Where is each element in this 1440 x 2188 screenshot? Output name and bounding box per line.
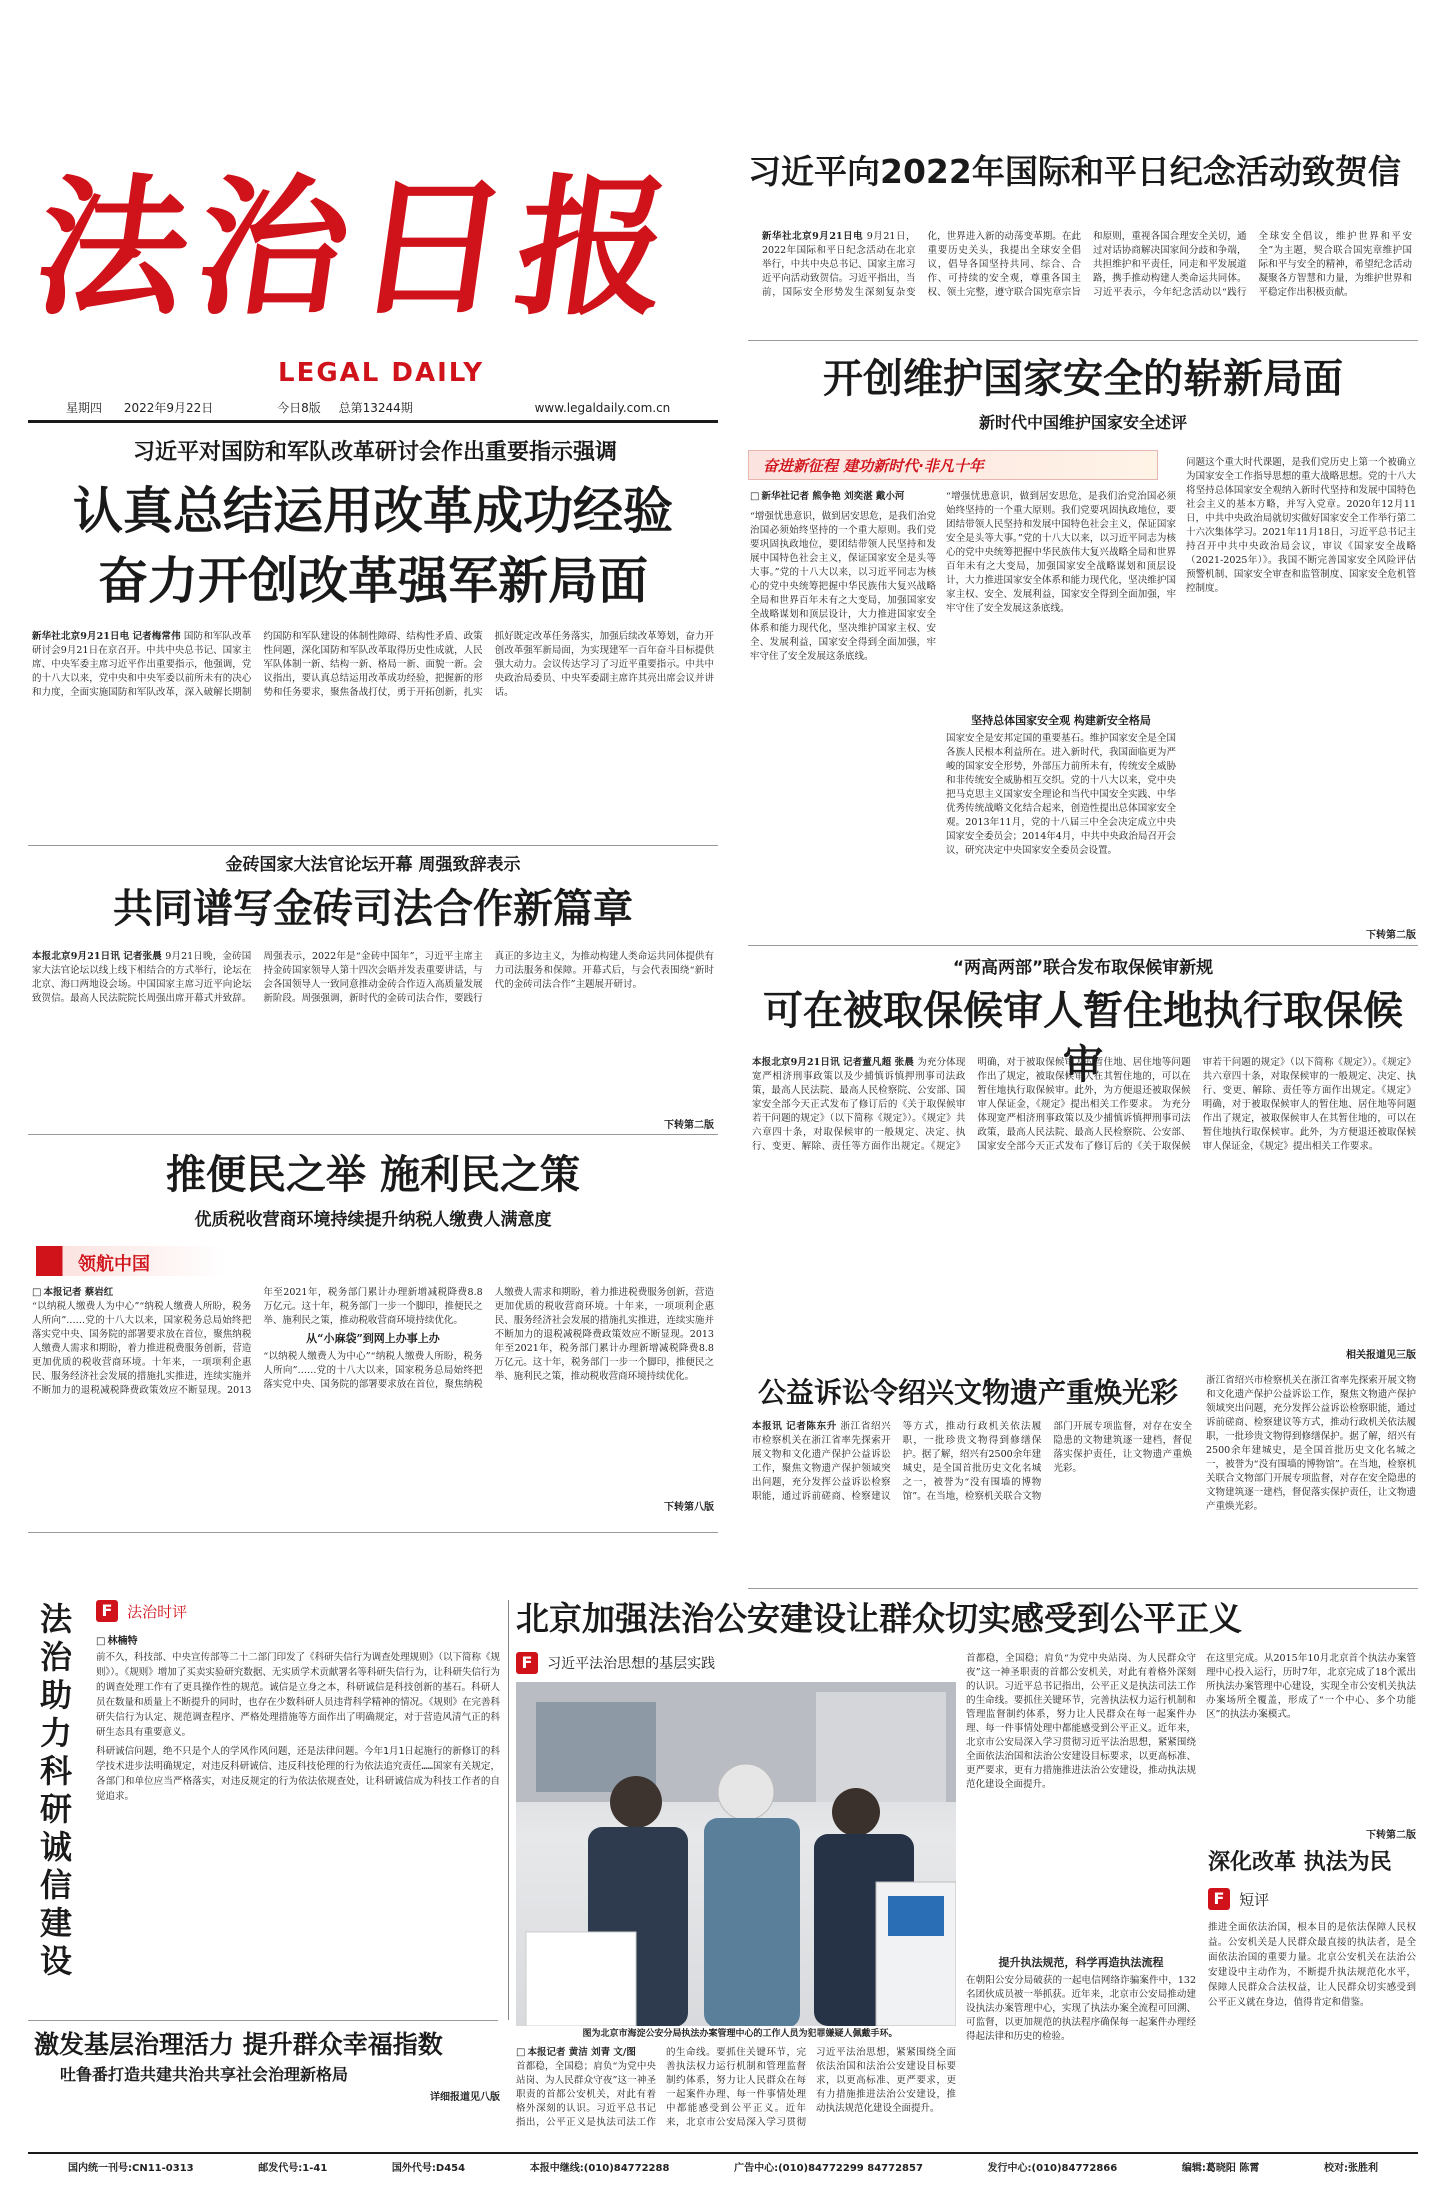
rule-turpan bbox=[28, 2020, 498, 2021]
page-count: 今日8版 bbox=[277, 401, 321, 415]
officers-photo-illustration bbox=[516, 1682, 956, 2026]
banner-text: 奋进新征程 建功新时代·非凡十年 bbox=[763, 457, 984, 475]
commentary-body: 前不久，科技部、中央宣传部等二十二部门印发了《科研失信行为调查处理规则》（以下简称《规则》）。《规则》增加了买卖实验研究数据、无实质学术贡献署名等科研失信行为，让科研失信行为的调查处理工作有了更具操作性的规范。诚信是立身之本，科研诚信是科技创新的基石。科研人员在数量和质量上不断提升的同时，也存在少数科研人员违背科学精神的情况。《规则》在完善科研失信行为认定、规范调查程序、严格处理措施等方面作出了明确规定，对于营造风清气正的科研生态具有重要意义。 科研诚信问题，绝不只是个人的学风作风问题，还是法律问题。今年1月1日起施行的新修订的科学技术进步法明确规定，对违反科研诚信、违反科技伦理的行为依法追究责任……国家有关规定，各部门和单位应当严格落实，对违反规定的行为依法依规查处，让科研诚信成为科技工作者的自觉追求。 bbox=[96, 1652, 500, 1802]
bail-headline: 可在被取保候审人暂住地执行取保候审 bbox=[763, 987, 1403, 1088]
rule-middle bbox=[28, 1532, 718, 1533]
masthead-title: 法治日报 bbox=[25, 160, 691, 336]
security-jump[interactable]: 下转第二版 bbox=[1366, 930, 1416, 941]
military-headline-1: 认真总结运用改革成功经验 bbox=[73, 482, 673, 540]
masthead-dateline bbox=[30, 398, 710, 418]
rule-court bbox=[28, 1134, 718, 1135]
rule-middle-right bbox=[748, 1588, 1418, 1589]
footer-abroad: 国外代号:D454 bbox=[391, 2163, 466, 2174]
square-bullet-icon: □ bbox=[96, 1636, 106, 1647]
divider-commentary bbox=[508, 1600, 509, 2020]
fazhi-logo-icon: F bbox=[96, 1600, 118, 1622]
tax-body: □ 本报记者 蔡岩红 “以纳税人缴费人为中心”“纳税人缴费人所盼，税务人所向”……党的十八大以来，国家税务总局始终把落实党中央、国务院的部署要求放在首位，聚焦纳税人缴费人需求和期盼，着力推进税费服务创新，营造更加优质的税收营商环境。十年来，一项项利企惠民、服务经济社会发展的措施扎实推进，连续实施并不断加力的退税减税降费政策效应不断显现。2013年至2021年，税务部门累计办理新增减税降费8.8万亿元。这十年，税务部门一步一个脚印，推便民之举、施利民之策，推动税收营商环境持续优化。 从“小麻袋”到网上办事上办 “以纳税人缴费人为中心”“纳税人缴费人所盼，税务人所向”……党的十八大以来，国家税务总局始终把落实党中央、国务院的部署要求放在首位，聚焦纳税人缴费人需求和期盼，着力推进税费服务创新，营造更加优质的税收营商环境。十年来，一项项利企惠民、服务经济社会发展的措施扎实推进，连续实施并不断加力的退税减税降费政策效应不断显现。2013年至2021年，税务部门累计办理新增减税降费8.8万亿元。这十年，税务部门一步一个脚印，推便民之举、施利民之策，推动税收营商环境持续优化。 bbox=[32, 1287, 714, 1396]
court-body: 本报北京9月21日讯 记者张晨 9月21日晚，金砖国家大法官论坛以线上线下相结合的方式举行，论坛在北京、海口两地设会场。中国国家主席习近平向论坛致贺信。最高人民法院院长周强出席开幕式并致辞。周强表示，2022年是“金砖中国年”，习近平主席主持金砖国家领导人第十四次会晤并发表重要讲话，与会各国领导人一致同意推动金砖合作迈入高质量发展新阶段。周强强调，新时代的金砖司法合作，要践行真正的多边主义，为推动构建人类命运共同体提供有力司法服务和保障。开幕式后，与会代表围绕“新时代的金砖司法合作”主题展开研讨。 bbox=[32, 951, 714, 1004]
deepen-headline: 深化改革 执法为民 bbox=[1208, 1850, 1392, 1875]
footer-proof: 校对:张胜利 bbox=[1324, 2163, 1378, 2174]
rule-military bbox=[28, 845, 718, 846]
footer bbox=[28, 2158, 1418, 2180]
military-body: 新华社北京9月21日电 记者梅常伟 国防和军队改革研讨会9月21日在京召开。中共中央总书记、国家主席、中央军委主席习近平作出重要指示，他强调，党的十八大以来，党中央和中央军委以前所未有的决心和力度，全面实施国防和军队改革，深入破解长期制约国防和军队建设的体制性障碍、结构性矛盾、政策性问题，深化国防和军队改革取得历史性成就，人民军队体制一新、结构一新、格局一新、面貌一新。会议指出，要认真总结运用改革成功经验，把握新的形势和任务要求，聚焦备战打仗，勇于开拓创新，扎实抓好既定改革任务落实，加强后续改革筹划，奋力开创改革强军新局面，为实现建军一百年奋斗目标提供强大动力。会议传达学习了习近平重要指示。中共中央政治局委员、中央军委副主席许其亮出席会议并讲话。 bbox=[32, 631, 714, 698]
fazhi-logo-icon: F bbox=[1208, 1888, 1230, 1910]
security-col3: 问题这个重大时代课题，是我们党历史上第一个被确立为国家安全工作指导思想的重大战略思想。党的十八大将坚持总体国家安全观纳入新时代坚持和发展中国特色社会主义的基本方略，并写入党章。2020年12月11日，中共中央政治局就切实做好国家安全工作举行第二十六次集体学习。2021年11月18日，习近平总书记主持召开中共中央政治局会议，审议《国家安全战略（2021-2025年）》。我国不断完善国家安全风险评估预警机制、国家安全审查和监管制度、国家安全危机管控制度。 bbox=[1186, 457, 1416, 594]
commentary-vertical-title: 法治助力科研诚信建设 bbox=[40, 1600, 73, 1980]
beijing-headline: 北京加强法治公安建设让群众切实感受到公平正义 bbox=[516, 1599, 1242, 1638]
military-kicker: 习近平对国防和军队改革研讨会作出重要指示强调 bbox=[132, 440, 617, 465]
date: 2022年9月22日 bbox=[123, 401, 214, 415]
heritage-headline: 公益诉讼令绍兴文物遗产重焕光彩 bbox=[758, 1376, 1179, 1409]
turpan-headline: 激发基层治理活力 提升群众幸福指数 bbox=[34, 2030, 443, 2059]
fazhi-logo-icon: F bbox=[516, 1652, 538, 1674]
bail-jump[interactable]: 相关报道见三版 bbox=[1346, 1350, 1416, 1361]
xi-letter-body: 新华社北京9月21日电 9月21日，2022年国际和平日纪念活动在北京举行，中共中央总书记、国家主席习近平向活动致贺信。习近平指出，当前，国际安全形势发生深刻复杂变化，世界进入新的动荡变革期。在此重要历史关头，我提出全球安全倡议，倡导各国坚持共同、综合、合作、可持续的安全观，尊重各国主权、领土完整，遵守联合国宪章宗旨和原则，重视各国合理安全关切，通过对话协商解决国家间分歧和争端，共担维护和平责任，同走和平发展道路，携手推动构建人类命运共同体。习近平表示，今年纪念活动以“践行全球安全倡议，维护世界和平安全”为主题，契合联合国宪章维护国际和平与安全的精神，希望纪念活动凝聚各方智慧和力量，为维护世界和平稳定作出积极贡献。 bbox=[762, 231, 1412, 298]
tax-subheadline: 优质税收营商环境持续提升纳税人缴费人满意度 bbox=[194, 1210, 552, 1230]
tax-label: 领航中国 bbox=[36, 1246, 226, 1276]
footer-rule bbox=[28, 2152, 1418, 2154]
masthead-english: LEGAL DAILY bbox=[278, 358, 485, 388]
security-col1: □ 新华社记者 熊争艳 刘奕湛 戴小河 “增强忧患意识，做到居安思危，是我们治党治国必须始终坚持的一个重大原则。我们党要巩固执政地位，要团结带领人民坚持和发展中国特色社会主义，保证国家安全是头等大事。”党的十八大以来，以习近平同志为核心的党中央统筹把握中华民族伟大复兴战略全局和世界百年未有之大变局，加强国家安全战略谋划和顶层设计，大力推进国家安全体系和能力现代化，坚决维护国家主权、安全、发展利益，国家安全得到全面加强，牢牢守住了安全发展这条底线。 bbox=[750, 491, 936, 662]
xi-letter-headline: 习近平向2022年国际和平日纪念活动致贺信 bbox=[748, 152, 1401, 191]
security-subhead: 坚持总体国家安全观 构建新安全格局 bbox=[971, 714, 1151, 727]
beijing-body-under-photo: □ 本报记者 黄洁 刘青 文/图 首都稳，全国稳；肩负“为党中央站岗、为人民群众守夜”这一神圣职责的首都公安机关，对此有着格外深刻的认识。习近平总书记指出，公平正义是执法司法工作的生命线。要抓住关键环节，完善执法权力运行机制和管理监督制约体系，努力让人民群众在每一起案件办理、每一件事情处理中都能感受到公平正义。近年来，北京市公安局深入学习贯彻习近平法治思想，紧紧围绕全面依法治国和法治公安建设目标要求，以更高标准、更严要求，更有力措施推进法治公安建设，推动执法规范化建设全面提升。 bbox=[516, 2047, 956, 2128]
beijing-photo-caption: 图为北京市海淀公安分局执法办案管理中心的工作人员为犯罪嫌疑人佩戴手环。 bbox=[582, 2029, 898, 2039]
rule-top-right bbox=[748, 340, 1418, 341]
footer-post: 邮发代号:1-41 bbox=[258, 2163, 328, 2174]
beijing-subhead: 提升执法规范，科学再造执法流程 bbox=[998, 1956, 1164, 1969]
footer-distribution: 发行中心:(010)84772866 bbox=[987, 2163, 1118, 2174]
tax-jump[interactable]: 下转第八版 bbox=[664, 1502, 714, 1513]
court-jump[interactable]: 下转第二版 bbox=[664, 1120, 714, 1131]
court-headline: 共同谱写金砖司法合作新篇章 bbox=[113, 885, 633, 932]
tax-headline: 推便民之举 施利民之策 bbox=[166, 1151, 580, 1198]
beijing-photo-section: F 习近平法治思想的基层实践 bbox=[516, 1652, 816, 1678]
deepen-section: F 短评 bbox=[1208, 1888, 1408, 1914]
heritage-body-right: 浙江省绍兴市检察机关在浙江省率先探索开展文物和文化遗产保护公益诉讼工作，聚焦文物遗产保护领域突出问题，充分发挥公益诉讼检察职能，通过诉前磋商、检察建议等方式，推动行政机关依法履职，一批珍贵文物得到修缮保护。据了解，绍兴有2500余年建城史，是全国首批历史文化名城之一，被誉为“没有围墙的博物馆”。在当地，检察机关联合文物部门开展专项监督，对存在安全隐患的文物建筑逐一建档，督促落实保护责任，让文物遗产重焕光彩。 bbox=[1206, 1375, 1416, 1512]
security-headline: 开创维护国家安全的崭新局面 bbox=[823, 355, 1343, 402]
footer-ad: 广告中心:(010)84772299 84772857 bbox=[734, 2163, 923, 2174]
turpan-jump[interactable]: 详细报道见八版 bbox=[430, 2092, 500, 2103]
beijing-col2: 首都稳，全国稳；肩负“为党中央站岗、为人民群众守夜”这一神圣职责的首都公安机关，对此有着格外深刻的认识。习近平总书记指出，公平正义是执法司法工作的生命线。要抓住关键环节，完善执法权力运行机制和管理监督制约体系，努力让人民群众在每一起案件办理、每一件事情处理中都能感受到公平正义。近年来，北京市公安局深入学习贯彻习近平法治思想，紧紧围绕全面依法治国和法治公安建设目标要求，以更高标准、更严要求，更有力措施推进法治公安建设，推动执法规范化建设全面提升。 提升执法规范，科学再造执法流程 在朝阳公安分局破获的一起电信网络诈骗案件中，132名团伙成员被一举抓获。近年来，北京市公安局推动建设执法办案管理中心，实现了执法办案全流程可回溯、可监督，以更加规范的执法程序确保每一起案件办理经得起法律和历史的检验。 bbox=[966, 1653, 1196, 2042]
website[interactable]: www.legaldaily.com.cn bbox=[534, 401, 671, 415]
court-kicker: 金砖国家大法官论坛开幕 周强致辞表示 bbox=[225, 855, 521, 875]
square-bullet-icon: □ bbox=[750, 491, 760, 502]
square-bullet-icon: □ bbox=[516, 2047, 526, 2058]
heritage-body: 本报讯 记者陈东升 浙江省绍兴市检察机关在浙江省率先探索开展文物和文化遗产保护公益诉讼工作，聚焦文物遗产保护领域突出问题，充分发挥公益诉讼检察职能，通过诉前磋商、检察建议等方式，推动行政机关依法履职，一批珍贵文物得到修缮保护。据了解，绍兴有2500余年建城史，是全国首批历史文化名城之一，被誉为“没有围墙的博物馆”。在当地，检察机关联合文物部门开展专项监督，对存在安全隐患的文物建筑逐一建档，督促落实保护责任，让文物遗产重焕光彩。 bbox=[752, 1421, 1192, 1502]
square-bullet-icon: □ bbox=[32, 1287, 42, 1298]
beijing-col3: 在这里完成。从2015年10月北京首个执法办案管理中心投入运行，历时7年，北京完成了18个派出所执法办案管理中心建设，实现全市公安机关执法办案场所全覆盖，形成了“一个中心、多个功能区”的执法办案模式。 bbox=[1206, 1653, 1416, 1720]
military-headline-2: 奋力开创改革强军新局面 bbox=[98, 552, 648, 610]
tax-subhead: 从“小麻袋”到网上办事上办 bbox=[306, 1332, 440, 1345]
bail-kicker: “两高两部”联合发布取保候审新规 bbox=[952, 958, 1214, 978]
rule-security bbox=[748, 945, 1418, 946]
security-banner bbox=[748, 450, 1158, 480]
commentary-section: F 法治时评 bbox=[96, 1600, 296, 1626]
beijing-jump[interactable]: 下转第二版 bbox=[1366, 1830, 1416, 1841]
beijing-photo bbox=[516, 1682, 956, 2026]
footer-editor: 编辑:葛晓阳 陈霄 bbox=[1181, 2163, 1260, 2174]
commentary-author: □ 林楠特 bbox=[96, 1636, 138, 1647]
security-col2: “增强忧患意识，做到居安思危，是我们治党治国必须始终坚持的一个重大原则。我们党要巩固执政地位，要团结带领人民坚持和发展中国特色社会主义，保证国家安全是头等大事。”党的十八大以来，以习近平同志为核心的党中央统筹把握中华民族伟大复兴战略全局和世界百年未有之大变局，加强国家安全战略谋划和顶层设计，大力推进国家安全体系和能力现代化，坚决维护国家主权、安全、发展利益，国家安全得到全面加强，牢牢守住了安全发展这条底线。 坚持总体国家安全观 构建新安全格局 国家安全是安邦定国的重要基石。维护国家安全是全国各族人民根本利益所在。进入新时代，我国面临更为严峻的国家安全形势，外部压力前所未有，传统安全威胁和非传统安全威胁相互交织。党的十八大以来，党中央把马克思主义国家安全理论和当代中国安全实践、中华优秀传统战略文化结合起来，创造性提出总体国家安全观。2013年11月，党的十八届三中全会决定成立中央国家安全委员会；2014年4月，中共中央政治局召开会议，研究决定中央国家安全委员会设置。 bbox=[946, 491, 1176, 856]
footer-cn: 国内统一刊号:CN11-0313 bbox=[68, 2163, 194, 2174]
bail-body: 本报北京9月21日讯 记者董凡超 张晨 为充分体现宽严相济刑事政策以及少捕慎诉慎押刑事司法政策，最高人民法院、最高人民检察院、公安部、国家安全部今天正式发布了修订后的《关于取保候审若干问题的规定》（以下简称《规定》）。《规定》共六章四十条，对取保候审的一般规定、决定、执行、变更、解除、责任等方面作出规定。《规定》明确，对于被取保候审人的暂住地、居住地等问题作出了规定，被取保候审人在其暂住地的，可以在暂住地执行取保候审。此外，为方便退还被取保候审人保证金，《规定》提出相关工作要求。 为充分体现宽严相济刑事政策以及少捕慎诉慎押刑事司法政策，最高人民法院、最高人民检察院、公安部、国家安全部今天正式发布了修订后的《关于取保候审若干问题的规定》（以下简称《规定》）。《规定》共六章四十条，对取保候审的一般规定、决定、执行、变更、解除、责任等方面作出规定。《规定》明确，对于被取保候审人的暂住地、居住地等问题作出了规定，被取保候审人在其暂住地的，可以在暂住地执行取保候审。此外，为方便退还被取保候审人保证金，《规定》提出相关工作要求。 bbox=[752, 1057, 1416, 1152]
turpan-subheadline: 吐鲁番打造共建共治共享社会治理新格局 bbox=[60, 2065, 349, 2084]
masthead bbox=[25, 148, 718, 438]
deepen-body: 推进全面依法治国，根本目的是依法保障人民权益。公安机关是人民群众最直接的执法者，是全面依法治国的重要力量。北京公安机关在法治公安建设中主动作为，不断提升执法规范化水平，保障人民群众合法权益，让人民群众切实感受到公平正义就在身边，值得肯定和借鉴。 bbox=[1208, 1922, 1416, 2008]
weekday: 星期四 bbox=[66, 401, 103, 415]
footer-hotline: 本报中继线:(010)84772288 bbox=[529, 2163, 670, 2174]
security-subheadline: 新时代中国维护国家安全述评 bbox=[978, 413, 1187, 432]
issue-number: 总第13244期 bbox=[338, 401, 413, 415]
masthead-rule bbox=[28, 420, 718, 423]
